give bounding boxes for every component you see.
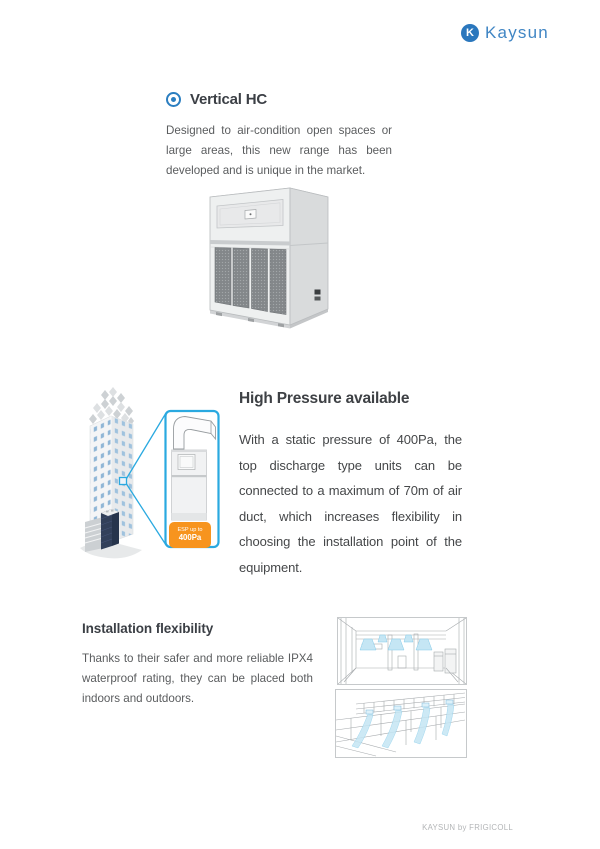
- bullseye-icon: [166, 92, 181, 107]
- kaysun-wordmark: Kaysun: [485, 23, 549, 42]
- kaysun-logo-icon: K: [461, 24, 479, 42]
- section-vertical-hc-heading: [166, 91, 267, 108]
- kaysun-logo: [461, 23, 549, 43]
- installation-industrial-illustration: [335, 689, 467, 758]
- esp-pressure-badge: [169, 522, 211, 548]
- installation-indoor-illustration: [337, 617, 467, 685]
- high-pressure-title: High Pressure available: [239, 390, 410, 407]
- vertical-ac-unit-image: [200, 183, 336, 329]
- badge-line2: 400Pa: [178, 532, 202, 542]
- section-title: Vertical HC: [190, 91, 268, 108]
- installation-title: Installation flexibility: [82, 621, 214, 636]
- vertical-hc-paragraph: Designed to air-condition open spaces or large areas, this new range has been developed and is unique in the market.: [166, 124, 392, 177]
- installation-paragraph: Thanks to their safer and more reliable IPX4 waterproof rating, they can be placed both indoors and outdoors.: [82, 652, 313, 705]
- page-footer: KAYSUN by FRIGICOLL: [422, 823, 513, 832]
- high-pressure-paragraph: With a static pressure of 400Pa, the top discharge type units can be connected to a maximum of 70m of air duct, which increases flexibility in choosing the installation point of the equipment.: [239, 432, 462, 575]
- badge-line1: ESP up to: [177, 527, 203, 534]
